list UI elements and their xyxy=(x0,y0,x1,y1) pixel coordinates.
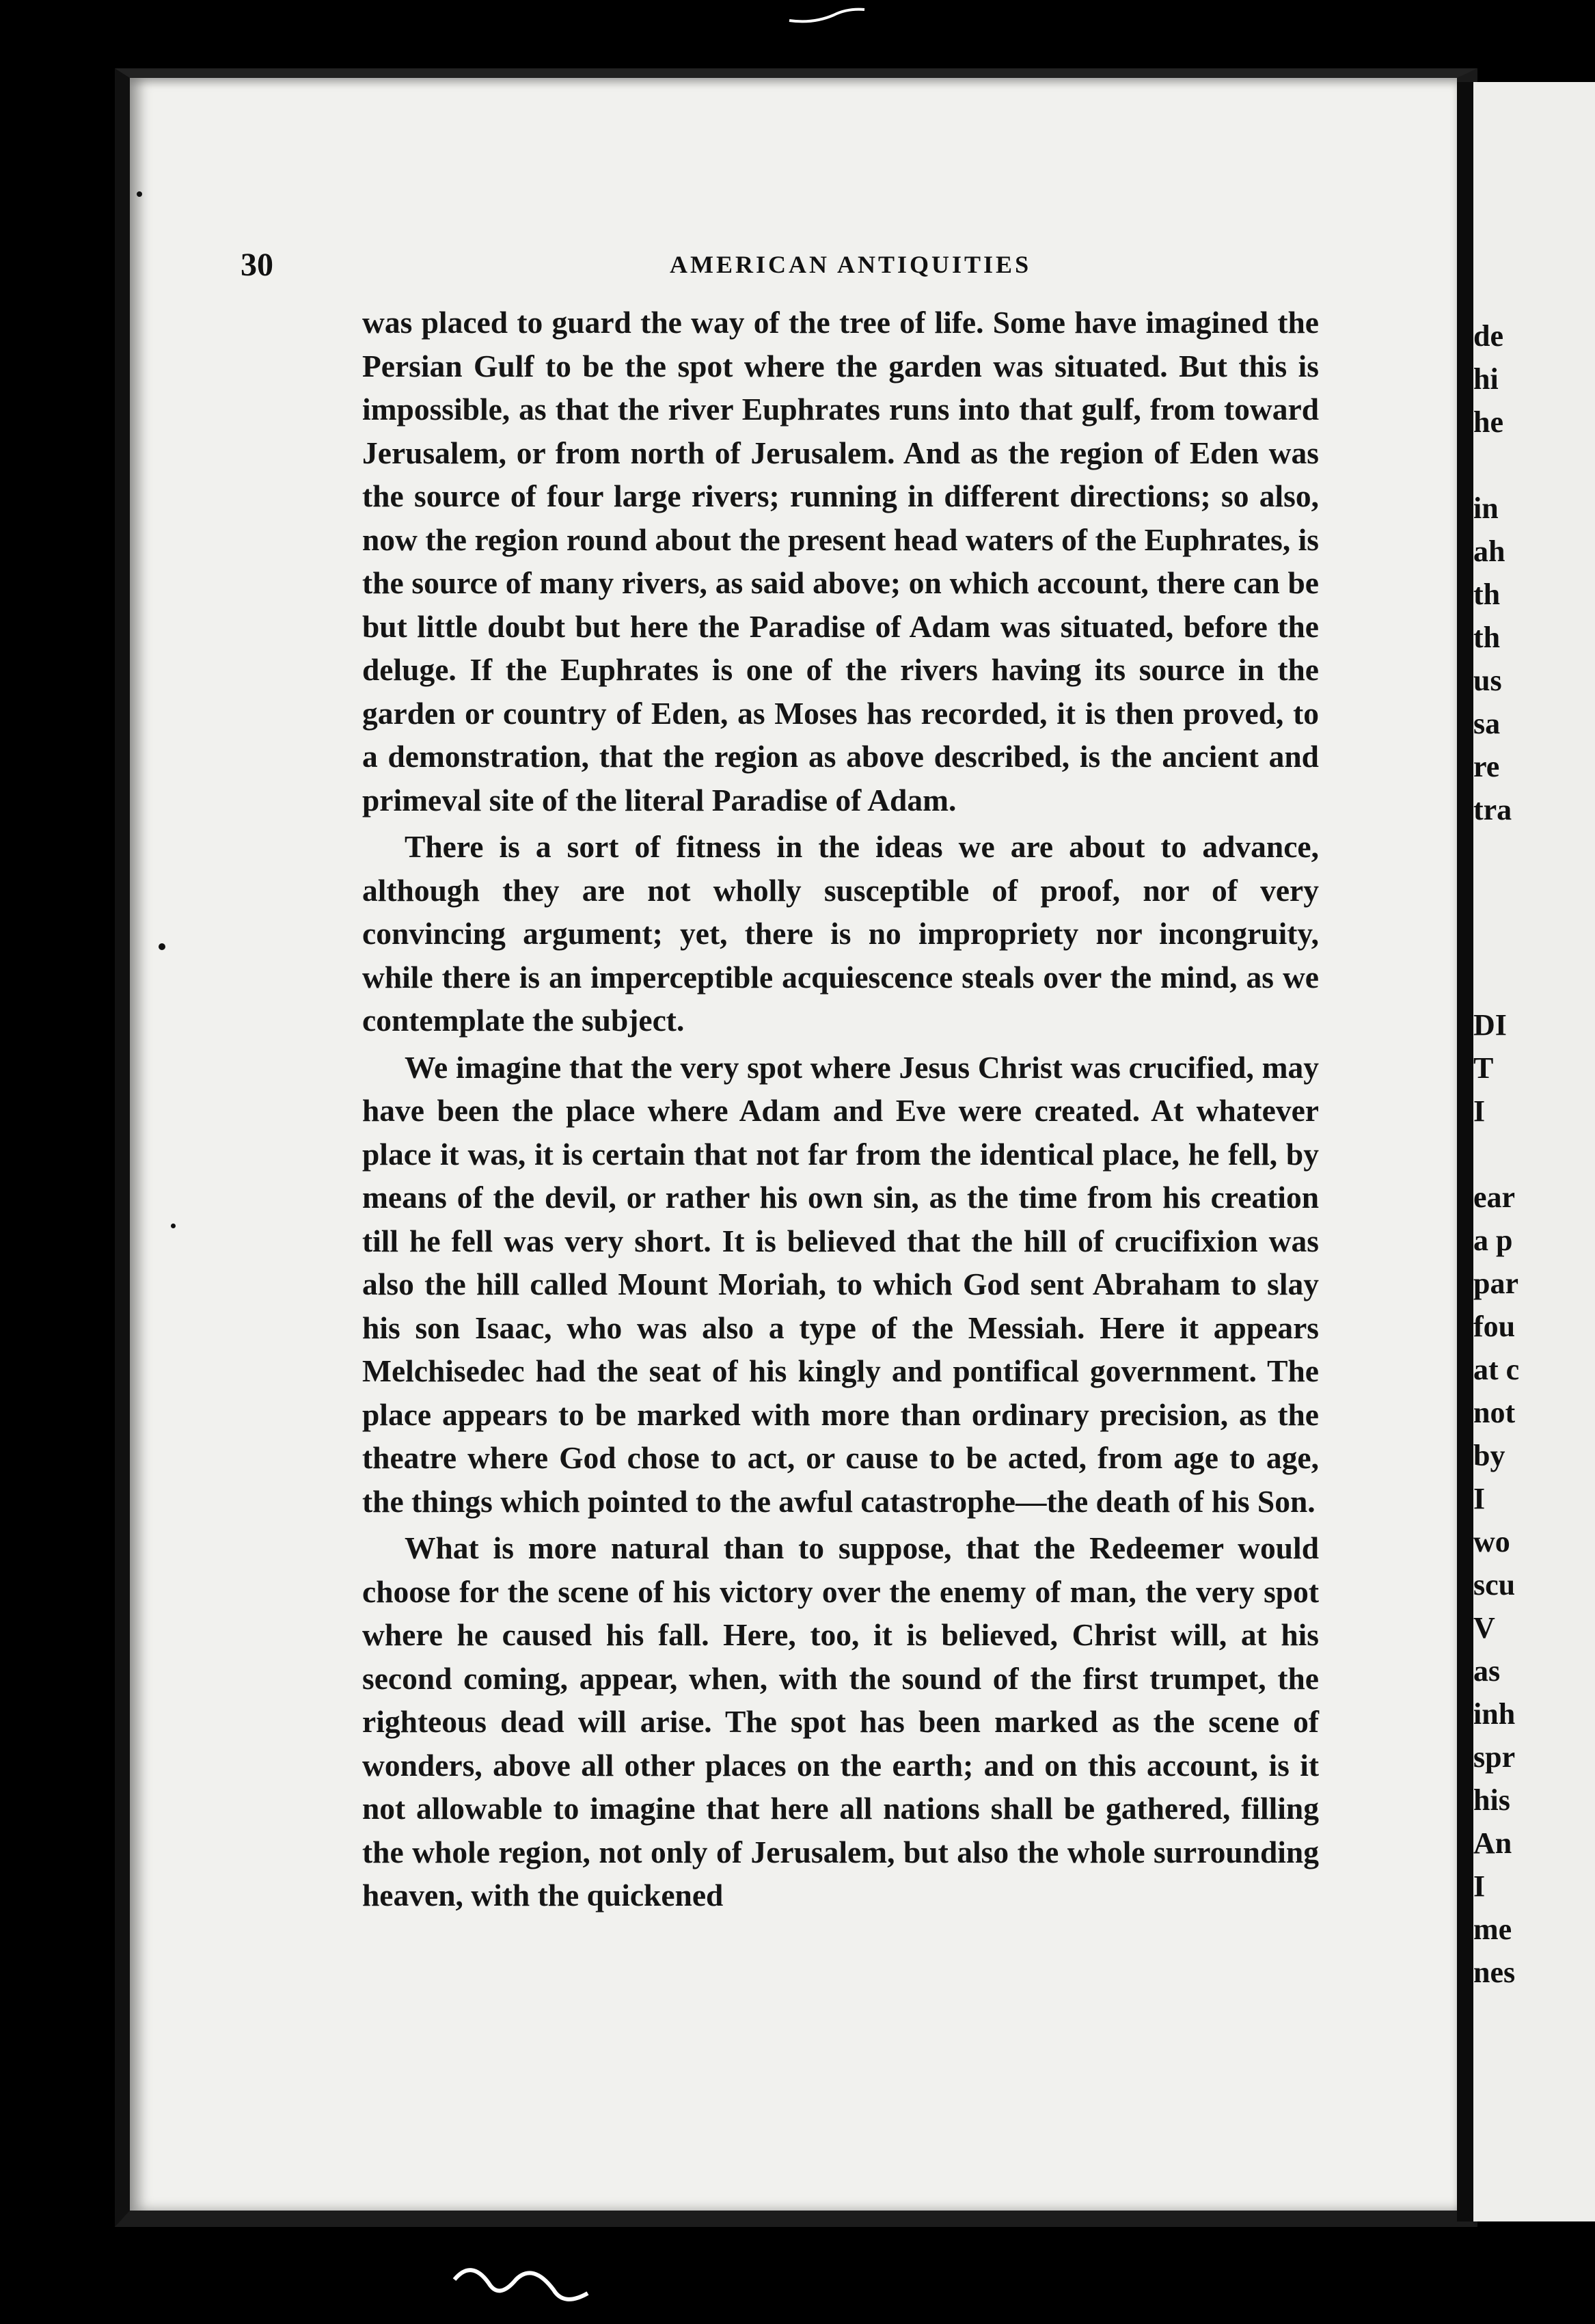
facing-page-line: fou xyxy=(1473,1310,1516,1343)
facing-page-line: inh xyxy=(1473,1697,1516,1731)
running-head: AMERICAN ANTIQUITIES xyxy=(670,251,1032,278)
facing-page-text xyxy=(1473,314,1595,1994)
facing-page-line: T xyxy=(1473,1051,1494,1085)
facing-page-line: us xyxy=(1473,664,1502,697)
facing-page-line: not xyxy=(1473,1396,1516,1429)
facing-page-line xyxy=(1473,444,1595,487)
facing-page-line: DI xyxy=(1473,1008,1507,1042)
facing-page-line: by xyxy=(1473,1439,1505,1472)
paragraph: What is more natural than to suppose, that the Redeemer would choose for the scene of his victory over the enemy of man, the very spot where he caused his fall. Here, too, it is believed, Christ will, at his second coming, appear, when, with the sound of the first trumpet, the righteous dead will arise. The spot has been marked as the scene of wonders, above all other places on the earth; and on this account, is it not allowable to imagine that here all nations shall be gathered, filling the whole region, not only of Jerusalem, but also the whole surrounding heaven, with the quickened xyxy=(362,1530,1319,1913)
facing-page-line: in xyxy=(1473,491,1499,525)
facing-page-line: he xyxy=(1473,405,1503,439)
facing-page-line: wo xyxy=(1473,1525,1510,1558)
page-header xyxy=(241,246,1067,287)
facing-page-line: sa xyxy=(1473,707,1501,740)
page-number: 30 xyxy=(241,247,273,283)
facing-page-line: I xyxy=(1473,1482,1486,1515)
facing-page-line: spr xyxy=(1473,1740,1516,1774)
scan-artifact-bottom xyxy=(451,2252,601,2324)
facing-page-line: de xyxy=(1473,319,1503,353)
facing-page-line: I xyxy=(1473,1869,1486,1903)
facing-page-line: th xyxy=(1473,621,1501,654)
facing-page-line: tra xyxy=(1473,793,1512,826)
facing-page-line: ah xyxy=(1473,535,1505,568)
facing-page-line: An xyxy=(1473,1826,1512,1860)
facing-page-line: his xyxy=(1473,1783,1510,1817)
paragraph: was placed to guard the way of the tree of life. Some have imagined the Persian Gulf to be the spot where the garden was situated. But this is impossible, as that the river Euphrates runs into that gulf, from toward Jerusalem, or from north of Jerusalem. And as the region of Eden was the source of four large rivers; running in different directions; so also, now the region round about the present head waters of the Euphrates, is the source of many rivers, as said above; on which account, there can be but little doubt but here the Paradise of Adam was situated, before the deluge. If the Euphrates is one of the rivers having its source in the garden or country of Eden, as Moses has recorded, it is then proved, to a demonstration, that the region as above described, is the ancient and primeval site of the literal Paradise of Adam. xyxy=(362,305,1319,818)
scan-artifact-top xyxy=(786,0,868,31)
facing-page-line: I xyxy=(1473,1094,1486,1128)
facing-page-line: as xyxy=(1473,1654,1501,1688)
facing-page-line: par xyxy=(1473,1267,1518,1300)
facing-page-line: ear xyxy=(1473,1180,1516,1214)
dust-speck xyxy=(159,943,165,950)
body-text xyxy=(362,301,1319,1917)
facing-page-line: hi xyxy=(1473,362,1499,396)
facing-page-line: a p xyxy=(1473,1224,1513,1257)
facing-page-line xyxy=(1473,1133,1595,1176)
dust-speck xyxy=(171,1224,176,1228)
facing-page-line xyxy=(1473,831,1595,874)
facing-page-line: scu xyxy=(1473,1568,1516,1602)
facing-page-line xyxy=(1473,874,1595,917)
facing-page xyxy=(1457,82,1595,2221)
paragraph: There is a sort of fitness in the ideas we are about to advance, although they are not wholly susceptible of proof, nor of very convincing argument; yet, there is no impropriety nor incongruity, while there is an imperceptible acquiescence steals over the mind, as we contemplate the subject. xyxy=(362,829,1319,1038)
facing-page-line: me xyxy=(1473,1913,1512,1946)
paragraph: We imagine that the very spot where Jesus Christ was crucified, may have been the place where Adam and Eve were created. At whatever place it was, it is certain that not far from the identical place, he fell, by means of the devil, or rather his own sin, as the time from his creation till he fell was very short. It is believed that the hill of crucifixion was also the hill called Mount Moriah, to which God sent Abraham to slay his son Isaac, who was also a type of the Messiah. Here it appears Melchisedec had the seat of his kingly and pontifical government. The place appears to be marked with more than ordinary precision, as the theatre where God chose to act, or cause to be acted, from age to age, the things which pointed to the awful catastrophe—the death of his Son. xyxy=(362,1049,1319,1519)
facing-page-line: re xyxy=(1473,750,1500,783)
facing-page-line: at c xyxy=(1473,1353,1520,1386)
facing-page-line: th xyxy=(1473,578,1501,611)
facing-page-line xyxy=(1473,960,1595,1003)
facing-page-line xyxy=(1473,917,1595,960)
facing-page-line: V xyxy=(1473,1611,1495,1645)
dust-speck xyxy=(137,191,142,197)
facing-page-line: nes xyxy=(1473,1956,1516,1989)
